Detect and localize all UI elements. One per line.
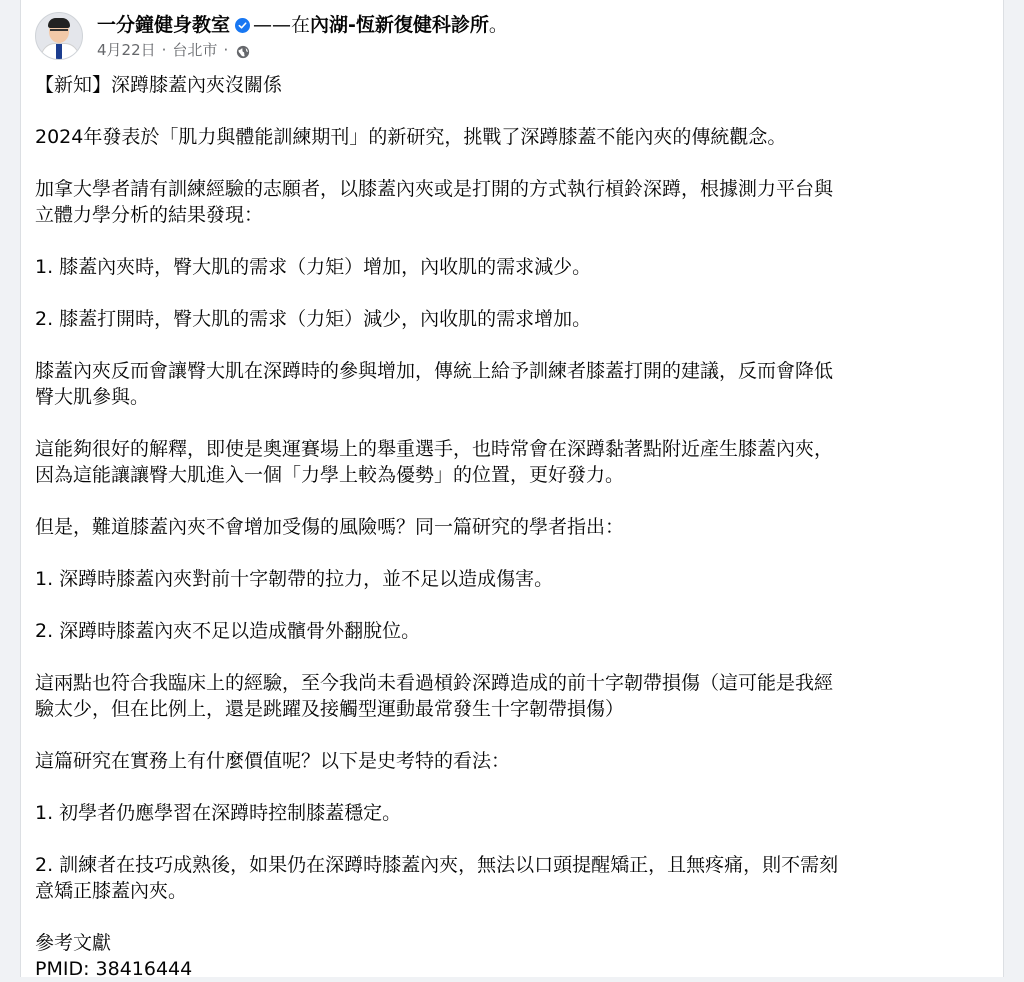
post-card — [20, 0, 1004, 980]
reference-pmid: PMID: 38416444 — [35, 958, 193, 980]
verified-badge-icon — [235, 18, 250, 33]
page-name-link[interactable]: 一分鐘健身教室 — [97, 14, 231, 36]
post-city: 台北市 — [172, 41, 218, 59]
paragraph-clinical-line2: 驗太少，但在比例上，還是跳躍及接觸型運動最常發生十字韌帶損傷） — [35, 698, 625, 720]
avatar-tie — [56, 44, 62, 60]
avatar[interactable] — [35, 12, 83, 60]
avatar-hair — [48, 18, 70, 28]
paragraph-olympic-line1: 這能夠很好的解釋，即使是奧運賽場上的舉重選手，也時常會在深蹲黏著點附近產生膝蓋內夾， — [35, 438, 834, 460]
paragraph-olympic-line2: 因為這能讓讓臀大肌進入一個「力學上較為優勢」的位置，更好發力。 — [35, 464, 625, 486]
risk-item-2: 2. 深蹲時膝蓋內夾不足以造成髕骨外翻脫位。 — [35, 620, 421, 642]
paragraph-value-question: 這篇研究在實務上有什麼價值呢？以下是史考特的看法： — [35, 750, 511, 772]
checkin-suffix: 。 — [488, 14, 508, 36]
paragraph-method-line1: 加拿大學者請有訓練經驗的志願者，以膝蓋內夾或是打開的方式執行槓鈴深蹲，根據測力平台與 — [35, 178, 834, 200]
post-headline: 【新知】深蹲膝蓋內夾沒關係 — [35, 74, 283, 96]
post-header — [35, 12, 508, 64]
checkin-prefix: ——在 — [253, 14, 311, 36]
location-link[interactable]: 內湖-恆新復健科診所 — [310, 14, 489, 36]
post-meta — [97, 39, 508, 61]
avatar-glasses — [50, 29, 68, 35]
post-body — [35, 72, 991, 982]
globe-icon[interactable] — [236, 43, 250, 57]
finding-item-1: 1. 膝蓋內夾時，臀大肌的需求（力矩）增加，內收肌的需求減少。 — [35, 256, 592, 278]
advice-item-1: 1. 初學者仍應學習在深蹲時控制膝蓋穩定。 — [35, 802, 402, 824]
finding-item-2: 2. 膝蓋打開時，臀大肌的需求（力矩）減少，內收肌的需求增加。 — [35, 308, 592, 330]
paragraph-risk-question: 但是，難道膝蓋內夾不會增加受傷的風險嗎？同一篇研究的學者指出： — [35, 516, 625, 538]
header-text — [97, 12, 508, 61]
risk-item-1: 1. 深蹲時膝蓋內夾對前十字韌帶的拉力，並不足以造成傷害。 — [35, 568, 554, 590]
post-date-link[interactable]: 4月22日 — [97, 41, 156, 59]
paragraph-implication-line2: 臀大肌參與。 — [35, 386, 150, 408]
paragraph-implication-line1: 膝蓋內夾反而會讓臀大肌在深蹲時的參與增加，傳統上給予訓練者膝蓋打開的建議，反而會降低 — [35, 360, 834, 382]
advice-item-2-line2: 意矯正膝蓋內夾。 — [35, 880, 188, 902]
references-title: 參考文獻 — [35, 932, 112, 954]
paragraph-intro: 2024年發表於「肌力與體能訓練期刊」的新研究，挑戰了深蹲膝蓋不能內夾的傳統觀念。 — [35, 126, 787, 148]
paragraph-method-line2: 立體力學分析的結果發現： — [35, 204, 264, 226]
meta-separator-2: · — [223, 41, 229, 59]
paragraph-clinical-line1: 這兩點也符合我臨床上的經驗，至今我尚未看過槓鈴深蹲造成的前十字韌帶損傷（這可能是我經 — [35, 672, 834, 694]
advice-item-2-line1: 2. 訓練者在技巧成熟後，如果仍在深蹲時膝蓋內夾，無法以口頭提醒矯正，且無疼痛，則不需刻 — [35, 854, 839, 876]
meta-separator: · — [161, 41, 167, 59]
title-line — [97, 12, 508, 38]
